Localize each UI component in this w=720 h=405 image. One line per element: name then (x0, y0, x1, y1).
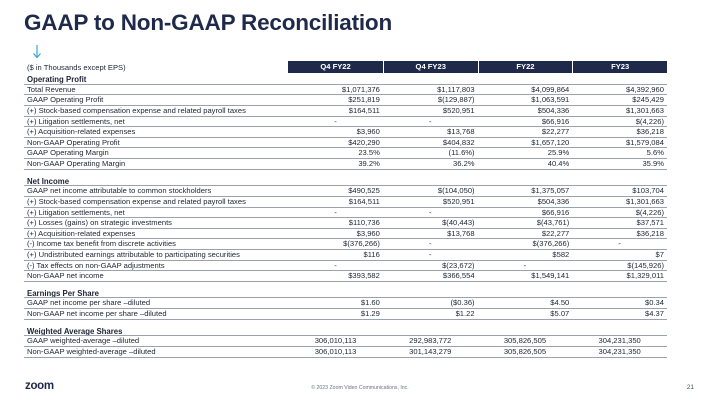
section-title: Operating Profit (27, 75, 87, 84)
section-title: Earnings Per Share (27, 288, 99, 298)
column-header: Q4 FY23 (383, 61, 478, 73)
table-cell: 35.9% (642, 158, 664, 168)
table-cell: $420,290 (348, 137, 380, 147)
table-cell: - (334, 116, 337, 126)
section-title: Weighted Average Shares (27, 326, 123, 336)
column-header: Q4 FY22 (288, 61, 383, 73)
row-label: GAAP net income attributable to common stockholders (27, 186, 212, 196)
table-header-row (24, 61, 667, 73)
table-cell: $3,960 (356, 127, 380, 137)
table-cell: $1,301,663 (625, 105, 664, 115)
table-row (24, 309, 667, 320)
table-row (24, 218, 667, 229)
table-cell: $116 (363, 249, 380, 259)
table-cell: $103,704 (632, 186, 664, 196)
table-cell: $13,768 (447, 228, 475, 238)
table-cell: $(129,887) (437, 95, 475, 105)
table-cell: $4.50 (550, 298, 570, 308)
table-cell: $66,916 (541, 207, 570, 217)
table-cell: $(145,926) (627, 260, 664, 270)
table-cell: 305,826,505 (503, 336, 547, 346)
section-header-row (24, 325, 667, 337)
table-cell: $4,099,864 (531, 84, 570, 94)
table-cell: $(376,266) (343, 239, 380, 249)
table-cell: $1.22 (455, 309, 475, 319)
table-cell: $22,277 (541, 127, 570, 137)
table-cell: $1.29 (360, 309, 380, 319)
table-cell: $1,071,376 (341, 84, 380, 94)
row-label: (+) Litigation settlements, net (27, 116, 125, 126)
table-cell: $(23,672) (442, 260, 475, 270)
table-row (24, 250, 667, 261)
table-row (24, 138, 667, 149)
table-cell: $4,392,960 (625, 84, 664, 94)
table-cell: $404,832 (442, 137, 475, 147)
table-cell: $(376,266) (532, 239, 570, 249)
table-cell: $520,951 (442, 196, 475, 206)
table-row (24, 271, 667, 282)
table-row (24, 229, 667, 240)
table-cell: $36,218 (636, 228, 664, 238)
table-row (24, 95, 667, 106)
table-cell: $37,571 (636, 218, 664, 228)
table-cell: $1.60 (360, 298, 380, 308)
table-cell: ($0.36) (450, 298, 475, 308)
table-cell: $7 (655, 249, 664, 259)
row-label: Total Revenue (27, 84, 76, 94)
table-cell: $251,819 (348, 95, 380, 105)
row-label: (+) Stock-based compensation expense and related payroll taxes (27, 196, 246, 206)
table-cell: 306,010,113 (314, 347, 357, 357)
table-cell: $(43,761) (536, 218, 570, 228)
table-row (24, 208, 667, 219)
table-row (24, 117, 667, 128)
table-cell: $504,336 (537, 196, 570, 206)
row-label: GAAP Operating Margin (27, 148, 109, 158)
arrow-down-icon (32, 44, 42, 60)
row-label: GAAP weighted-average –diluted (27, 336, 140, 346)
table-cell: $1,375,057 (531, 186, 570, 196)
table-cell: $66,916 (541, 116, 570, 126)
table-cell: $504,336 (537, 105, 570, 115)
table-cell: $0.34 (644, 298, 664, 308)
table-row (24, 336, 667, 347)
table-row (24, 298, 667, 309)
table-cell: 36.2% (453, 158, 475, 168)
table-row (24, 197, 667, 208)
row-label: (+) Losses (gains) on strategic investments (27, 218, 172, 228)
table-cell: - (428, 207, 432, 217)
section-title: Net Income (27, 176, 70, 186)
table-cell: $366,554 (442, 271, 475, 281)
row-label: Non-GAAP net income (27, 271, 104, 281)
page-number: 21 (686, 384, 694, 391)
zoom-logo: zoom (25, 380, 54, 392)
table-cell: - (428, 249, 432, 259)
unit-note: ($ in Thousands except EPS) (27, 63, 126, 72)
table-row (24, 347, 667, 358)
table-cell: (11.6%) (448, 148, 475, 158)
table-cell: $110,736 (348, 218, 380, 228)
reconciliation-table (24, 61, 667, 358)
table-cell: 304,231,350 (598, 347, 641, 357)
table-row (24, 186, 667, 197)
table-cell: 39.2% (358, 158, 380, 168)
table-cell: $520,951 (442, 105, 475, 115)
table-cell: - (334, 260, 337, 270)
table-cell: $393,582 (348, 271, 380, 281)
table-cell: $4.37 (644, 309, 664, 319)
table-row (24, 127, 667, 138)
table-row (24, 106, 667, 117)
table-cell: $1,549,141 (531, 271, 570, 281)
column-header: FY22 (478, 61, 573, 73)
table-cell: $13,768 (447, 127, 475, 137)
table-cell: $1,657,120 (531, 137, 570, 147)
row-label: (+) Stock-based compensation expense and related payroll taxes (27, 105, 246, 115)
table-cell: $582 (552, 249, 570, 259)
table-cell: $(4,226) (635, 116, 664, 126)
table-cell: $(104,050) (437, 186, 475, 196)
row-label: GAAP Operating Profit (27, 95, 104, 105)
table-cell: 25.9% (547, 148, 570, 158)
row-label: Non-GAAP Operating Margin (27, 158, 126, 168)
table-cell: $(4,226) (635, 207, 664, 217)
table-cell: $1,329,011 (626, 271, 664, 281)
row-label: Non-GAAP net income per share –diluted (27, 309, 167, 319)
table-cell: $245,429 (632, 95, 664, 105)
table-cell: $(40,443) (442, 218, 475, 228)
table-cell: 5.6% (646, 148, 664, 158)
table-row (24, 148, 667, 159)
table-cell: 304,231,350 (598, 336, 641, 346)
table-cell: 23.5% (358, 148, 380, 158)
table-cell: 292,983,772 (409, 336, 452, 346)
table-cell: - (428, 239, 432, 249)
table-cell: 301,143,279 (409, 347, 452, 357)
table-row (24, 85, 667, 96)
column-header: FY23 (572, 61, 667, 73)
table-cell: $1,117,803 (437, 84, 475, 94)
row-label: GAAP net income per share –diluted (27, 298, 151, 308)
table-cell: 305,826,505 (503, 347, 547, 357)
row-label: (+) Acquisition-related expenses (27, 228, 136, 238)
table-cell: $3,960 (356, 228, 380, 238)
row-label: Non-GAAP weighted-average –diluted (27, 347, 156, 357)
table-cell: - (618, 239, 621, 249)
row-label: (-) Income tax benefit from discrete activities (27, 239, 176, 249)
table-cell: $164,511 (348, 105, 380, 115)
table-cell: $490,525 (348, 186, 380, 196)
section-header-row (24, 73, 667, 85)
table-cell: $1,301,663 (625, 196, 664, 206)
table-row (24, 261, 667, 272)
row-label: Non-GAAP Operating Profit (27, 137, 120, 147)
row-label: (+) Acquisition-related expenses (27, 127, 136, 137)
row-label: (-) Tax effects on non-GAAP adjustments (27, 260, 165, 270)
table-cell: $1,579,084 (625, 137, 664, 147)
table-cell: $22,277 (541, 228, 570, 238)
table-cell: $36,218 (636, 127, 664, 137)
table-cell: 40.4% (547, 158, 570, 168)
table-cell: $5.07 (550, 309, 570, 319)
page-title: GAAP to Non-GAAP Reconciliation (24, 10, 392, 35)
table-row (24, 159, 667, 170)
section-header-row (24, 287, 667, 299)
section-header-row (24, 175, 667, 187)
table-cell: 306,010,113 (314, 336, 357, 346)
copyright-text: © 2023 Zoom Video Communications, Inc. (311, 385, 409, 391)
table-cell: - (428, 116, 432, 126)
table-cell: $164,511 (348, 196, 380, 206)
row-label: (+) Undistributed earnings attributable to participating securities (27, 249, 240, 259)
row-label: (+) Litigation settlements, net (27, 207, 125, 217)
table-cell: - (334, 207, 337, 217)
table-row (24, 239, 667, 250)
table-cell: $1,063,591 (531, 95, 570, 105)
table-cell: - (523, 260, 527, 270)
